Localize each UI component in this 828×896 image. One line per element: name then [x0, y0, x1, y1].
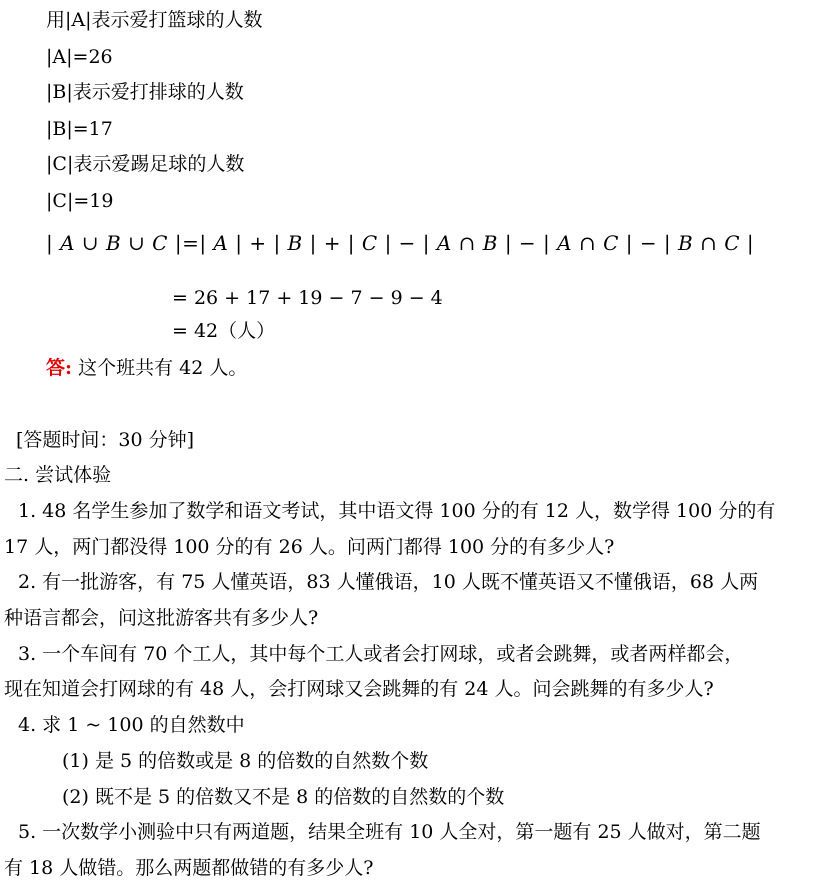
solution-line-1: 用|A|表示爱打篮球的人数: [46, 9, 263, 31]
timing-note: [答题时间：30 分钟]: [16, 429, 195, 451]
question-3-line-1: 3. 一个车间有 70 个工人，其中每个工人或者会打网球，或者会跳舞，或者两样都会，: [18, 643, 744, 665]
question-3-line-2: 现在知道会打网球的有 48 人，会打网球又会跳舞的有 24 人。问会跳舞的有多少人?: [4, 678, 714, 700]
answer-line: [46, 356, 247, 380]
question-4-sub-1: (1) 是 5 的倍数或是 8 的倍数的自然数个数: [62, 750, 429, 772]
solution-line-2: |A|=26: [46, 46, 113, 68]
inclusion-exclusion-formula: | A ∪ B ∪ C |=| A | + | B | + | C | − | A ∩ B | − | A ∩ C | − | B ∩ C |: [46, 231, 755, 255]
question-2-line-2: 种语言都会，问这批游客共有多少人?: [4, 607, 319, 629]
solution-line-3: |B|表示爱打排球的人数: [46, 81, 244, 103]
section-title: 二. 尝试体验: [4, 464, 112, 486]
question-2-line-1: 2. 有一批游客，有 75 人懂英语，83 人懂俄语，10 人既不懂英语又不懂俄语，68 人两: [18, 571, 759, 593]
solution-line-4: |B|=17: [46, 118, 113, 140]
calculation-line-1: = 26 + 17 + 19 − 7 − 9 − 4: [172, 287, 443, 309]
calculation-line-2: = 42（人）: [172, 320, 276, 342]
solution-line-5: |C|表示爱踢足球的人数: [46, 153, 245, 175]
question-4-line-1: 4. 求 1 ~ 100 的自然数中: [18, 714, 245, 736]
question-4-sub-2: (2) 既不是 5 的倍数又不是 8 的倍数的自然数的个数: [62, 786, 505, 808]
solution-line-6: |C|=19: [46, 190, 114, 212]
question-1-line-2: 17 人，两门都没得 100 分的有 26 人。问两门都得 100 分的有多少人?: [4, 536, 615, 558]
question-1-line-1: 1. 48 名学生参加了数学和语文考试，其中语文得 100 分的有 12 人，数学得 100 分的有: [18, 500, 776, 522]
answer-text: 这个班共有 42 人。: [78, 357, 248, 379]
answer-label: 答:: [46, 357, 73, 379]
question-5-line-2: 有 18 人做错。那么两题都做错的有多少人?: [4, 857, 374, 879]
question-5-line-1: 5. 一次数学小测验中只有两道题，结果全班有 10 人全对，第一题有 25 人做对，第二题: [18, 821, 761, 843]
